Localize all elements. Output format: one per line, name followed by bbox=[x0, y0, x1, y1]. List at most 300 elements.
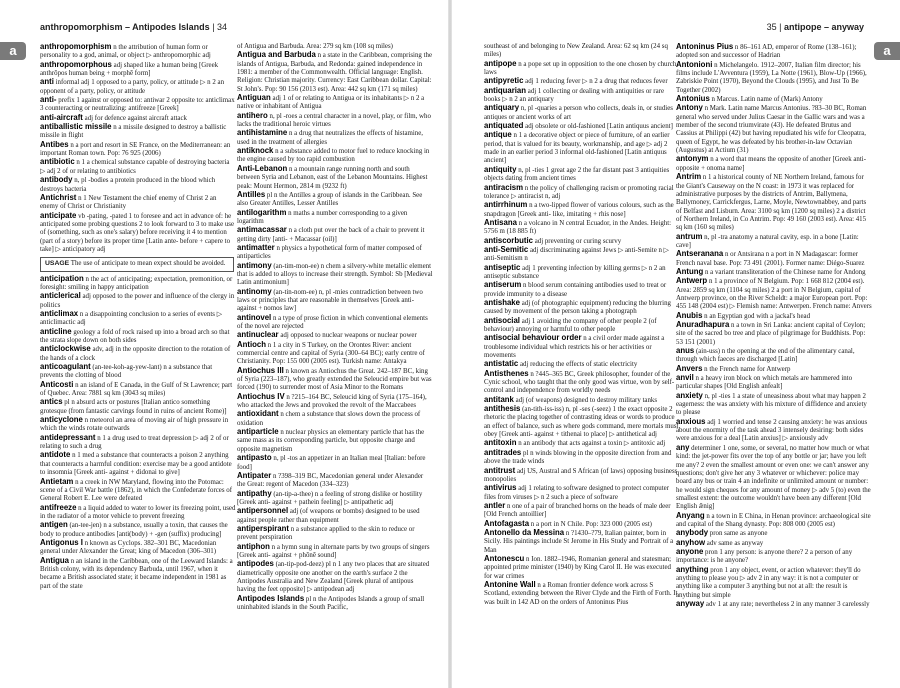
entry-headword: Antrim bbox=[676, 172, 702, 182]
entry-definition: adj discriminating against Jews ▷ anti-Semite n ▷ anti-Semitism n bbox=[484, 246, 669, 263]
entry-definition: n 1 a historical county of NE Northern Ireland, famous for the Giant's Causeway on the N coast: in 1973 it was replaced for administrative purposes by the districts of Antrim, Ballymena, Ballymoney, Carrickfergus, Larne, Moyle, Newtownabbey, and parts of Belfast and Lisburn. Area: 3100 sq km (1200 sq miles) 2 a district of Northern Ireland, in Co Antrim. Pop: 49 160 (2003 est). Area: 415 sq km (160 sq miles) bbox=[676, 174, 867, 232]
dictionary-entry bbox=[676, 277, 872, 311]
entry-headword: anxious bbox=[676, 416, 706, 426]
dictionary-entry bbox=[484, 299, 680, 317]
dictionary-entry bbox=[237, 314, 433, 332]
dictionary-entry bbox=[484, 60, 680, 78]
entry-definition: (an-tim-mon-ee) n chem a silvery-white metallic element that is added to alloys to increase their strength. Symbol: Sb [Medieval Latin antimonium] bbox=[237, 262, 433, 287]
entry-definition: n, pl -ties 1 a state of uneasiness about what may happen 2 eagerness: the was anxiety with his mixture of diffidence and anxiety to please bbox=[676, 392, 867, 417]
entry-definition: n a creek in NW Maryland, flowing into the Potomac: scene of a Civil War battle (1862), in which the Confederate forces of General Robert E. Lee were defeated bbox=[40, 478, 232, 503]
dictionary-entry bbox=[676, 392, 872, 418]
dictionary-entry bbox=[676, 365, 872, 374]
entry-definition: adj preventing or curing scurvy bbox=[534, 237, 622, 245]
dictionary-entry bbox=[40, 328, 236, 346]
entry-definition: n 1 a province of N Belgium. Pop: 1 668 812 (2004 est). Area: 2859 sq km (1104 sq miles) 2 a port in N Belgium, capital of Antwerp province, on the River Scheldt: a major European port. Pop: 455 148 (2004 est) ▷ Flemish name: Antwerpen. French name: Anvers bbox=[676, 278, 872, 311]
dictionary-entry bbox=[40, 158, 236, 176]
entry-definition: determiner 1 one, some, or several, no matter how much or what kind: the jet-power fits over the top of any bottle or jar; have you left me any? 2 even the smallest amount or even one: we can't answer any questions; don't give her any 3 whatever or whichever: police may board any bus or train 4 an indefinite or unlimited amount or number: he would sign cheques for any amount of money ▷ adv 5 (to) even the smallest extent: the outcome wouldn't have been any different [Old English ǣnig] bbox=[676, 444, 871, 511]
column-2 bbox=[237, 43, 433, 683]
dictionary-entry bbox=[676, 95, 872, 104]
entry-headword: antigen bbox=[40, 520, 68, 530]
entry-definition: adj for defence against aircraft attack bbox=[84, 114, 187, 122]
entry-definition: n Ion. 1882–1946, Romanian general and statesman; appointed prime minister (1940) by King Carol II. He was executed for war crimes bbox=[484, 555, 672, 580]
dictionary-entry bbox=[237, 191, 433, 209]
entry-headword: Antonescu bbox=[484, 553, 525, 563]
entry-headword: anyone bbox=[676, 546, 704, 556]
entry-headword: anthropomorphous bbox=[40, 59, 112, 69]
entry-headword: Antseranana bbox=[676, 249, 724, 259]
entry-headword: antidepressant bbox=[40, 432, 96, 442]
entry-definition: n Michelangelo. 1912–2007, Italian film director; his films include L'Avventura (1959), La Notte (1961), Blow-Up (1966), Zabriskie Point (1970), Beyond the Clouds (1995), and Just To Be Together (2002) bbox=[676, 61, 867, 94]
entry-headword: antistatic bbox=[484, 359, 519, 369]
entry-definition: n chem a substance that slows down the process of oxidation bbox=[237, 411, 421, 427]
dictionary-entry bbox=[237, 51, 433, 94]
dictionary-entry bbox=[40, 504, 236, 522]
dictionary-entry bbox=[484, 449, 680, 467]
entry-definition: adj 1 relating to software designed to protect computer files from viruses ▷ n 2 such a piece of software bbox=[484, 485, 670, 501]
entry-headword: Anvers bbox=[676, 363, 703, 373]
entry-headword: antiphon bbox=[237, 541, 270, 551]
entry-definition: (ain-uss) n the opening at the end of the alimentary canal, through which faeces are discharged [Latin] bbox=[676, 348, 855, 364]
dictionary-entry bbox=[40, 78, 236, 96]
entry-definition: pron 1 any person: is anyone there? 2 a person of any importance: is he anyone? bbox=[676, 548, 853, 565]
dictionary-entry bbox=[676, 173, 872, 232]
entry-definition: pl n the Antipodes Islands a group of small uninhabited islands in the South Pacific, bbox=[237, 595, 425, 611]
dictionary-entry bbox=[676, 539, 872, 548]
dictionary-entry bbox=[237, 595, 433, 613]
entry-headword: antique bbox=[484, 130, 512, 140]
entry-headword: anthropomorphism bbox=[40, 43, 112, 51]
dictionary-entry bbox=[237, 112, 433, 130]
dictionary-entry bbox=[237, 244, 433, 262]
entry-definition: n a hymn sung in alternate parts by two groups of singers [Greek anti- against + phōnē sound] bbox=[237, 543, 430, 559]
entry-headword: antimony bbox=[237, 260, 272, 270]
entry-definition: n a variant transliteration of the Chinese name for Andong bbox=[705, 268, 866, 276]
entry-definition: adj obsolete or old-fashioned [Latin antiquus ancient] bbox=[525, 123, 673, 131]
dictionary-entry bbox=[40, 96, 236, 114]
entry-headword: antiquarian bbox=[484, 85, 527, 95]
left-running-head: anthropomorphism – Antipodes Islands bbox=[40, 22, 210, 32]
entry-headword: Antisana bbox=[484, 217, 517, 227]
dictionary-entry bbox=[237, 367, 433, 393]
entry-headword: Antigua bbox=[40, 555, 70, 565]
entry-headword: antishake bbox=[484, 297, 520, 307]
entry-definition: n a port in N Chile. Pop: 323 000 (2005 est) bbox=[530, 520, 652, 528]
entry-headword: Antisthenes bbox=[484, 368, 529, 378]
dictionary-entry bbox=[40, 539, 236, 557]
entry-definition: n ?1430–?79, Italian painter, born in Sicily. His paintings include St Jerome in His Study and Portrait of a Man bbox=[484, 529, 674, 554]
dictionary-entry bbox=[40, 61, 236, 79]
entry-definition: adj opposed to nuclear weapons or nuclear power bbox=[280, 332, 417, 340]
dictionary-entry bbox=[237, 490, 433, 508]
entry-headword: anus bbox=[676, 346, 695, 356]
entry-definition: pron 1 any object, event, or action whatever: they'll do anything to please you ▷ adv 2 in any way: it is not a computer or anything like a computer 3 anything but not at all: the result is anything but simple bbox=[676, 566, 861, 599]
dictionary-entry bbox=[40, 451, 236, 477]
dictionary-entry bbox=[484, 184, 680, 202]
entry-definition: n a drug that neutralizes the effects of histamine, used in the treatment of allergies bbox=[237, 130, 424, 146]
entry-headword: antifreeze bbox=[40, 502, 77, 512]
entry-headword: antipope bbox=[484, 58, 517, 68]
entry-definition: n, pl -tra anatomy a natural cavity, esp. in a bone [Latin: cave] bbox=[676, 233, 859, 249]
dictionary-entry bbox=[484, 555, 680, 581]
entry-headword: Antibes bbox=[40, 139, 69, 149]
dictionary-entry bbox=[40, 275, 236, 293]
entry-headword: antitank bbox=[484, 394, 514, 404]
entry-definition: adj US, Austral and S African (of laws) opposing business monopolies bbox=[484, 467, 678, 483]
dictionary-entry bbox=[237, 393, 433, 411]
entry-definition: pl n the Antilles a group of islands in the Caribbean. See also Greater Antilles, Lesser Antilles bbox=[237, 191, 423, 208]
entry-definition: n, pl -roes a central character in a novel, play, or film, who lacks the traditional heroic virtues bbox=[237, 112, 431, 129]
thumb-index-tab-right: a bbox=[874, 42, 900, 60]
left-page-number: | 34 bbox=[212, 22, 228, 32]
dictionary-entry bbox=[40, 557, 236, 591]
entry-definition: n or Antsirana n a port in N Madagascar: former French naval base. Pop: 73 491 (2001). Former name: Diégo-Suarez bbox=[676, 251, 865, 267]
entry-headword: Anyang bbox=[676, 510, 705, 520]
entry-definition: n the policy of challenging racism or promoting racial tolerance ▷ antiracist n, adj bbox=[484, 184, 674, 200]
dictionary-entry bbox=[237, 410, 433, 428]
dictionary-entry bbox=[484, 264, 680, 282]
entry-definition: adj 1 collecting or dealing with antiquities or rare books ▷ n 2 an antiquary bbox=[484, 87, 665, 104]
entry-definition: n known as Antiochus the Great. 242–187 BC, king of Syria (223–187), who greatly extended the Seleucid empire but was forced (190) to surrender most of Asia Minor to the Romans bbox=[237, 367, 432, 392]
entry-headword: anyway bbox=[676, 599, 705, 608]
entry-headword: antihero bbox=[237, 110, 268, 120]
entry-definition: (an-tee-jen) n a substance, usually a toxin, that causes the body to produce antibodies [anti(body) + -gen (suffix) producing] bbox=[40, 522, 228, 538]
dictionary-entry bbox=[484, 484, 680, 502]
entry-headword: antiserum bbox=[484, 280, 522, 290]
entry-headword: anticipation bbox=[40, 273, 84, 283]
entry-definition: prefix 1 against or opposed to: antiwar 2 opposite to: anticlimax 3 counteracting or neutralizing: antifreeze [Greek] bbox=[40, 97, 235, 113]
dictionary-entry bbox=[40, 521, 236, 539]
entry-headword: Anuradhapura bbox=[676, 320, 730, 329]
entry-definition: n, pl -quaries a person who collects, deals in, or studies antiques or ancient works of art bbox=[484, 105, 673, 121]
usage-label: USAGE bbox=[45, 260, 70, 268]
entry-definition: n an antibody that acts against a toxin ▷ antitoxic adj bbox=[518, 440, 666, 448]
entry-definition: (an-tith-iss-iss) n, pl -ses (-seez) 1 the exact opposite 2 rhetoric the placing together of contrasting ideas or words to produce an effect of balance, such as where gods command, mere mortals must obey [Greek anti- against + tithenai to place] ▷ antithetical adj bbox=[484, 406, 679, 439]
entry-headword: anti-Semitic bbox=[484, 244, 529, 254]
entry-definition: n one of a pair of branched horns on the heads of male deer [Old French antoillier] bbox=[484, 502, 671, 519]
entry-definition: adj shaped like a human being [Greek anthrōpos human being + morphē form] bbox=[40, 61, 219, 78]
entry-definition: n a heavy iron block on which metals are hammered into particular shapes [Old English anfealt] bbox=[676, 375, 853, 391]
entry-headword: antirrhinum bbox=[484, 200, 528, 210]
entry-headword: anti-aircraft bbox=[40, 112, 83, 122]
entry-definition: n blood serum containing antibodies used to treat or provide immunity to a disease bbox=[484, 282, 667, 298]
dictionary-entry bbox=[484, 43, 680, 60]
dictionary-entry bbox=[237, 560, 433, 594]
entry-headword: antiscorbutic bbox=[484, 235, 533, 245]
entry-headword: Antigua and Barbuda bbox=[237, 50, 316, 60]
dictionary-entry bbox=[484, 317, 680, 335]
dictionary-entry bbox=[40, 176, 236, 194]
entry-definition: n a liquid added to water to lower its freezing point, used in the radiator of a motor vehicle to prevent freezing bbox=[40, 504, 236, 520]
entry-headword: antibiotic bbox=[40, 157, 75, 167]
entry-headword: Antonine Wall bbox=[484, 579, 536, 589]
dictionary-entry bbox=[40, 345, 236, 363]
dictionary-entry bbox=[237, 288, 433, 314]
entry-headword: Antipater bbox=[237, 470, 272, 480]
dictionary-entry bbox=[237, 147, 433, 165]
entry-definition: n a mountain range running north and south between Syria and Lebanon, east of the Lebanon Mountains. Highest peak: Mount Hermon, 2814 m (9232 ft) bbox=[237, 165, 428, 190]
entry-headword: anticlimax bbox=[40, 308, 79, 318]
dictionary-entry bbox=[676, 321, 872, 347]
entry-headword: Antichrist bbox=[40, 192, 77, 202]
entry-definition: n Marcus. Latin name of (Mark) Antony bbox=[711, 96, 823, 104]
entry-headword: Anti-Lebanon bbox=[237, 163, 288, 173]
dictionary-entry bbox=[676, 566, 872, 600]
dictionary-entry bbox=[40, 434, 236, 452]
entry-definition: n known as Cyclops. 382–301 BC, Macedonian general under Alexander the Great; king of Macedon (306–301) bbox=[40, 539, 217, 556]
dictionary-entry bbox=[676, 347, 872, 365]
entry-definition: n 1 a drug used to treat depression ▷ adj 2 of or relating to such a drug bbox=[40, 434, 229, 451]
dictionary-entry bbox=[40, 398, 236, 416]
dictionary-entry bbox=[676, 418, 872, 444]
dictionary-entry bbox=[40, 416, 236, 434]
dictionary-entry bbox=[40, 43, 236, 61]
entry-definition: (an-tin-nom-ee) n, pl -mies contradiction between two laws or principles that are reasonable in themselves [Greek anti- against + nomos law] bbox=[237, 288, 423, 313]
entry-headword: antipathy bbox=[237, 488, 272, 498]
entry-headword: anticipate bbox=[40, 210, 77, 220]
dictionary-entry bbox=[237, 428, 433, 454]
entry-headword: Antung bbox=[676, 266, 704, 276]
entry-headword: antipasto bbox=[237, 453, 272, 463]
dictionary-entry bbox=[484, 122, 680, 131]
entry-definition: adj reducing the effects of static electricity bbox=[519, 361, 638, 369]
entry-headword: Antwerp bbox=[676, 276, 708, 286]
dictionary-entry bbox=[676, 61, 872, 95]
entry-definition: adj 1 avoiding the company of other people 2 (of behaviour) annoying or harmful to other people bbox=[484, 317, 657, 333]
entry-headword: anti bbox=[40, 77, 54, 87]
entry-definition: n, pl -ties 1 great age 2 the far distant past 3 antiquities objects dating from ancient times bbox=[484, 166, 670, 183]
entry-headword: antinomy bbox=[237, 286, 272, 296]
entry-headword: antiquary bbox=[484, 103, 520, 113]
entry-headword: antitrades bbox=[484, 447, 522, 457]
entry-headword: anybody bbox=[676, 528, 709, 538]
entry-headword: anvil bbox=[676, 373, 694, 383]
entry-headword: antidote bbox=[40, 450, 71, 460]
entry-headword: antitrust bbox=[484, 465, 516, 475]
left-page-header bbox=[40, 22, 227, 38]
entry-headword: antonym bbox=[676, 154, 709, 164]
entry-definition: adv, adj in the opposite direction to the rotation of the hands of a clock bbox=[40, 346, 231, 362]
entry-definition: pron same as anyone bbox=[709, 530, 768, 538]
dictionary-entry bbox=[237, 472, 433, 490]
entry-definition: n a cloth put over the back of a chair to prevent it getting dirty [anti- + Macassar (oil)] bbox=[237, 227, 425, 243]
entry-headword: Anubis bbox=[676, 310, 703, 320]
column-3 bbox=[484, 43, 680, 683]
entry-definition: n a town in Sri Lanka: ancient capital of Ceylon; site of the sacred bo tree and place of pilgrimage for Buddhists. Pop: 53 151 (2001) bbox=[676, 322, 866, 346]
dictionary-entry bbox=[484, 131, 680, 165]
entry-definition: of Antigua and Barbuda. Area: 279 sq km (108 sq miles) bbox=[237, 43, 393, 50]
entry-headword: Antiochus III bbox=[237, 365, 284, 375]
entry-definition: n physics a hypothetical form of matter composed of antiparticles bbox=[237, 244, 422, 261]
dictionary-entry bbox=[237, 525, 433, 543]
entry-definition: n 86–161 AD, emperor of Rome (138–161); adopted son and successor of Hadrian bbox=[676, 44, 857, 60]
dictionary-entry bbox=[484, 405, 680, 439]
entry-definition: pl n winds blowing in the opposite direction from and above the trade winds bbox=[484, 449, 672, 466]
dictionary-entry bbox=[484, 166, 680, 184]
entry-headword: Antipodes Islands bbox=[237, 593, 305, 603]
entry-definition: n a missile designed to destroy a ballistic missile in flight bbox=[40, 124, 227, 140]
entry-definition: n a substance applied to the skin to reduce or prevent perspiration bbox=[237, 525, 415, 542]
dictionary-entry bbox=[237, 331, 433, 340]
entry-headword: Antonello da Messina bbox=[484, 527, 565, 537]
entry-definition: n meteorol an area of moving air of high pressure in which the winds rotate outwards bbox=[40, 417, 229, 433]
entry-definition: pl n absurd acts or postures [Italian antico something grotesque (from fantastic carvings found in ruins of ancient Rome)] bbox=[40, 399, 227, 415]
entry-definition: vb -pating, -pated 1 to foresee and act in advance of: he anticipated some probing questions 2 to look forward to 3 to make use of (something, such as one's salary) before receiving it 4 to mention (part of a story) before its proper time [Latin ante- before + capere to take] ▷ anticipatory adj bbox=[40, 212, 235, 253]
entry-headword: Antonioni bbox=[676, 59, 713, 69]
entry-headword: antimatter bbox=[237, 242, 275, 252]
entry-headword: antioxidant bbox=[237, 409, 279, 419]
entry-definition: n 1 New Testament the chief enemy of Christ 2 an enemy of Christ or Christianity bbox=[40, 194, 217, 211]
entry-headword: any bbox=[676, 442, 690, 452]
entry-definition: informal adj 1 opposed to a party, policy, or attitude ▷ n 2 an opponent of a party, policy, or attitude bbox=[40, 79, 225, 95]
dictionary-entry bbox=[676, 250, 872, 268]
entry-headword: antihistamine bbox=[237, 128, 288, 138]
entry-definition: n a disappointing conclusion to a series of events ▷ anticlimactic adj bbox=[40, 310, 223, 327]
entry-definition: n the French name for Antwerp bbox=[704, 365, 791, 373]
dictionary-entry bbox=[676, 444, 872, 512]
entry-headword: anticoagulant bbox=[40, 362, 91, 372]
entry-definition: n an island of E Canada, in the Gulf of St Lawrence; part of Quebec. Area: 7881 sq km (3043 sq miles) bbox=[40, 381, 233, 398]
dictionary-entry bbox=[40, 194, 236, 212]
entry-definition: n a town in E China, in Henan province: archaeological site and capital of the Shang dynasty. Pop: 808 000 (2005 est) bbox=[676, 512, 871, 528]
entry-headword: antipyretic bbox=[484, 76, 524, 86]
entry-headword: antiknock bbox=[237, 146, 274, 156]
dictionary-entry bbox=[676, 104, 872, 155]
dictionary-entry bbox=[676, 155, 872, 173]
entry-definition: n ?215–164 BC, Seleucid king of Syria (175–164), who attacked the Jews and provoked the revolt of the Maccabees bbox=[237, 393, 427, 410]
entry-headword: anticlerical bbox=[40, 291, 81, 301]
column-4 bbox=[676, 43, 872, 683]
dictionary-entry bbox=[676, 600, 872, 609]
dictionary-entry bbox=[484, 219, 680, 237]
dictionary-entry bbox=[676, 374, 872, 392]
entry-definition: (an-tee-koh-ag-yew-lant) n a substance that prevents the clotting of blood bbox=[40, 364, 213, 380]
entry-definition: adj 1 worried and tense 2 causing anxiety: he was anxious about the enormity of the task ahead 3 intensely desiring: both sides were anxious for a deal [Latin anxius] ▷ anxiously adv bbox=[676, 418, 868, 443]
dictionary-entry bbox=[237, 94, 433, 112]
entry-headword: anxiety bbox=[676, 390, 703, 400]
entry-definition: adj opposed to the power and influence of the clergy in politics bbox=[40, 293, 235, 309]
dictionary-entry bbox=[484, 334, 680, 360]
entry-definition: adj (of weapons) designed to destroy military tanks bbox=[515, 396, 658, 404]
entry-definition: n ?398–319 BC, Macedonian general under Alexander the Great: regent of Macedon (334–323) bbox=[237, 472, 424, 489]
entry-definition: n ?445–365 BC, Greek philosopher, founder of the Cynic school, who taught that the only good was virtue, won by self-control and independence from worldly needs bbox=[484, 370, 675, 395]
usage-text: The use of anticipate to mean expect should be avoided. bbox=[70, 260, 226, 268]
dictionary-entry bbox=[484, 246, 680, 264]
entry-headword: anticlockwise bbox=[40, 344, 91, 354]
column-1 bbox=[40, 43, 236, 683]
dictionary-entry bbox=[676, 512, 872, 530]
dictionary-entry bbox=[40, 310, 236, 328]
dictionary-entry bbox=[676, 529, 872, 538]
entry-headword: anticline bbox=[40, 326, 72, 336]
dictionary-entry bbox=[40, 381, 236, 399]
entry-headword: Antoninus Pius bbox=[676, 43, 734, 51]
entry-definition: n, pl -tos an appetizer in an Italian meal [Italian: before food] bbox=[237, 455, 426, 471]
entry-definition: n 1 a decorative object or piece of furniture, of an earlier period, that is valued for its beauty, workmanship, and age ▷ adj 2 made in an earlier period 3 informal old-fashioned [Latin antiquus ancient] bbox=[484, 132, 670, 165]
entry-headword: antipodes bbox=[237, 559, 274, 569]
entry-headword: anti- bbox=[40, 95, 57, 105]
entry-definition: n a word that means the opposite of another [Greek anti- opposite + onoma name] bbox=[676, 156, 866, 172]
thumb-index-tab-left: a bbox=[0, 42, 26, 60]
entry-definition: adv same as anyway bbox=[706, 539, 764, 547]
right-page-header bbox=[767, 22, 864, 38]
entry-definition: n 1 med a substance that counteracts a poison 2 anything that counteracts a harmful condition: exercise may be a good antidote to insomnia [Greek anti- against + didonai to give] bbox=[40, 452, 232, 477]
entry-definition: n the act of anticipating; expectation, premonition, or foresight: smiling in happy anticipation bbox=[40, 275, 233, 291]
entry-headword: Antietam bbox=[40, 476, 74, 486]
entry-definition: (an-tip-pod-deez) pl n 1 any two places that are situated diametrically opposite one another on the earth's surface 2 the Antipodes Australia and New Zealand [Greek plural of antipous having the feet opposite] ▷ antipodean adj bbox=[237, 561, 430, 594]
entry-definition: n the attribution of human form or personality to a god, animal, or object ▷ anthropomorphic adj bbox=[40, 44, 211, 60]
entry-definition: adj 1 reducing fever ▷ n 2 a drug that reduces fever bbox=[525, 78, 668, 86]
entry-headword: antilogarithm bbox=[237, 207, 287, 217]
entry-headword: antiparticle bbox=[237, 427, 279, 437]
entry-definition: (an-tip-a-thee) n a feeling of strong dislike or hostility [Greek anti- against + pathein feeling] ▷ antipathetic adj bbox=[237, 490, 423, 506]
entry-headword: anyhow bbox=[676, 537, 706, 547]
book-spine bbox=[448, 0, 452, 688]
entry-definition: adv 1 at any rate; nevertheless 2 in any manner 3 carelessly bbox=[705, 601, 870, 608]
entry-headword: antisocial behaviour order bbox=[484, 333, 582, 343]
entry-definition: n an Egyptian god with a jackal's head bbox=[704, 312, 811, 320]
entry-headword: antics bbox=[40, 397, 63, 407]
right-running-head: antipope – anyway bbox=[783, 22, 864, 32]
dictionary-entry bbox=[676, 548, 872, 566]
entry-definition: n maths a number corresponding to a given logarithm bbox=[237, 209, 408, 225]
entry-definition: n a two-lipped flower of various colours, such as the snapdragon [Greek anti- like, imitating + rhis nose] bbox=[484, 202, 674, 218]
dictionary-entry bbox=[676, 43, 872, 61]
entry-headword: Antigonus I bbox=[40, 537, 83, 547]
entry-headword: antibody bbox=[40, 175, 73, 185]
entry-definition: n, pl -bodies a protein produced in the blood which destroys bacteria bbox=[40, 177, 216, 193]
dictionary-entry bbox=[484, 281, 680, 299]
dictionary-entry bbox=[237, 262, 433, 288]
dictionary-entry bbox=[40, 478, 236, 504]
entry-definition: n a Roman frontier defence work across S Scotland, extending between the River Clyde and the Firth of Forth. It was built in 142 AD on the orders of Antoninus Pius bbox=[484, 581, 678, 606]
entry-definition: n a substance added to motor fuel to reduce knocking in the engine caused by too rapid combustion bbox=[237, 148, 430, 164]
entry-headword: antinuclear bbox=[237, 330, 279, 340]
usage-note bbox=[40, 257, 234, 271]
dictionary-entry bbox=[237, 543, 433, 561]
entry-headword: antrum bbox=[676, 231, 703, 241]
entry-definition: geology a fold of rock raised up into a broad arch so that the strata slope down on both sides bbox=[40, 328, 230, 344]
entry-definition: n Mark. Latin name Marcus Antonius. ?83–30 BC, Roman general who served under Julius Caesar in the Gallic wars and was a member of the second triumvirate (43). He defeated Brutus and Cassius at Philippi (42) but having repudiated his wife for Cleopatra, queen of Egypt, he was defeated by his brother-in-law Octavian (Augustus) at Actium (31) bbox=[676, 105, 867, 155]
dictionary-entry bbox=[237, 341, 433, 367]
entry-definition: n a state in the Caribbean, comprising the islands of Antigua, Barbuda, and Redonda: gained independence in 1981: a member of the Commonwealth. Official language: English. Religion: Christian majority. Currency: East Caribbean dollar. Capital: St John's. Pop: 90 156 (2013 est). Area: 442 sq km (171 sq miles) bbox=[237, 52, 433, 93]
dictionary-entry bbox=[484, 104, 680, 122]
entry-headword: antiballistic missile bbox=[40, 122, 112, 132]
entry-headword: antiquated bbox=[484, 121, 524, 131]
entry-headword: antinovel bbox=[237, 312, 272, 322]
entry-definition: n a pope set up in opposition to the one chosen by church laws bbox=[484, 60, 677, 77]
dictionary-entry bbox=[484, 581, 680, 607]
dictionary-entry bbox=[484, 201, 680, 219]
entry-definition: n a port and resort in SE France, on the Mediterranean: an important Roman town. Pop: 76 925 (2006) bbox=[40, 141, 231, 158]
dictionary-entry bbox=[484, 502, 680, 520]
entry-headword: Antioch bbox=[237, 339, 267, 349]
dictionary-entry bbox=[237, 209, 433, 227]
right-page-number: 35 | bbox=[766, 22, 782, 32]
entry-headword: antithesis bbox=[484, 404, 521, 414]
entry-headword: Antony bbox=[676, 103, 703, 113]
entry-definition: n 1 a chemical substance capable of destroying bacteria ▷ adj 2 of or relating to antibiotics bbox=[40, 159, 230, 175]
entry-headword: anticyclone bbox=[40, 415, 83, 425]
dictionary-entry bbox=[40, 212, 236, 255]
entry-headword: antiperspirant bbox=[237, 523, 289, 533]
dictionary-entry bbox=[237, 454, 433, 472]
dictionary-entry bbox=[237, 226, 433, 244]
dictionary-entry bbox=[40, 292, 236, 310]
entry-headword: Anticosti bbox=[40, 379, 74, 389]
entry-headword: antipersonnel bbox=[237, 506, 289, 516]
dictionary-entry bbox=[484, 370, 680, 396]
entry-definition: n a civil order made against a troublesome individual which restricts his or her activities or movements bbox=[484, 335, 665, 360]
